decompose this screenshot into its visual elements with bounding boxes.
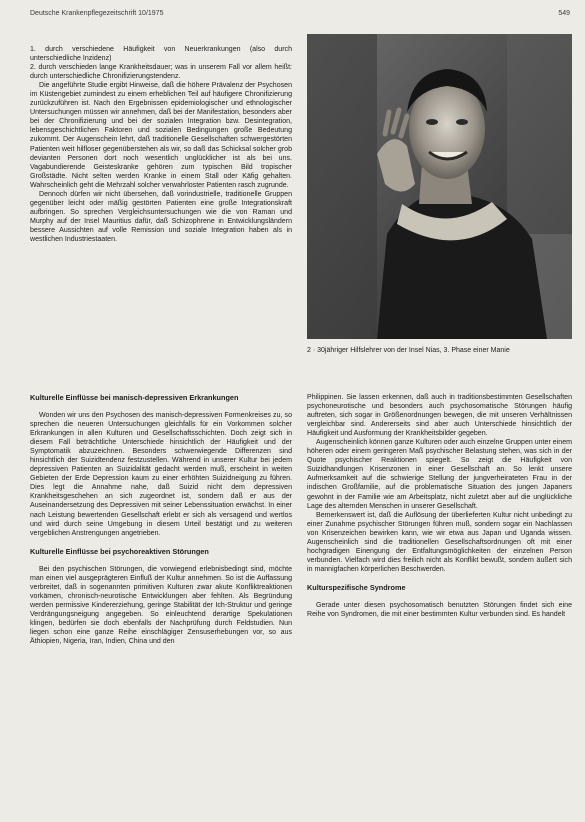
paragraph: Augenscheinlich können ganze Kulturen oder auch einzelne Gruppen unter einem höheren oder einem geringeren Maß psychischer Belastung stehen, was sich in der Quote psychischer Reaktionen spiegelt. So zeigt die Häufigkeit von Suizidhandlungen Krisenzonen in einer Gesellschaft an. So lenkt unsere Aufmerksamkeit auf die schwierige Stellung der jungverheirateten Frau in der indischen Großfamilie, auf die problematische Situation des jungen Japaners gewohnt in der Familie wie am Arbeitsplatz, nicht zuletzt aber auf die unglückliche Lage des alternden Menschen in unserer Gesellschaft. (307, 439, 572, 510)
section-heading: Kulturelle Einflüsse bei manisch-depressiven Erkrankungen (30, 393, 239, 402)
right-column (307, 393, 572, 619)
paragraph: Wonden wir uns den Psychosen des manisch-depressiven Formenkreises zu, so sprechen die neueren Untersuchungen gleichfalls für ein Vorkommen solcher Erkrankungen in allen Kulturen und Gesellschaftsschichten. Doch zeigt sich in diesem Fall beträchtliche Unterschiede hinsichtlich der Häufigkeit und der Symptomatik abzuzeichnen. Besonders schwerwiegende Differenzen sind hinsichtlich der Suizidtendenz festzustellen. Während in unserer Kultur bei jedem depressiven Patienten an Suizidalität gedacht werden muß, erscheint in weiten Gebieten der Erde Depression kaum zu einer erhöhten Suizidneigung zu führen. Dies legt die Annahme nahe, daß Suizid nicht dem depressiven Krankheitsgeschehen an sich zugeordnet ist, sondern daß er aus der Auseinandersetzung des Depressiven mit seiner Lebenssituation erwächst. In einer nach Leistung bewertenden Gesellschaft erlebt er sich als versagend und wertlos und wird durch seine Umgebung in diesem Urteil bestätigt und zu weiteren vergeblichen Anstrengungen angetrieben. (30, 412, 292, 537)
journal-title: Deutsche Krankenpflegezeitschrift 10/1975 (30, 10, 164, 17)
paragraph: Dennoch dürfen wir nicht übersehen, daß vorindustrielle, traditionelle Gruppen gegenüber leicht oder mäßig gestörten Patienten eine große Integrationskraft aufbringen. So sprechen Vergleichsuntersuchungen wie die von Raman und Murphy auf der Insel Mauritius dafür, daß Schizophrene in Entwicklungsländern bessere Aussichten auf volle Remission und soziale Integration haben als in westlichen Industriestaaten. (30, 190, 292, 243)
paragraph: Die angeführte Studie ergibt Hinweise, daß die höhere Prävalenz der Psychosen im Küstengebiet zumindest zu einem erheblichen Teil auf häufigere Chronifizierung zurückzuführen ist. Nach den Ergebnissen epidemiologischer und ethnologischer Untersuchungen müssen wir annehmen, daß bei der Manifestation, besonders aber bei der Chronifizierung und bei der sozialen Integration bzw. Desintegration, lebensgeschichtlichen Faktoren und sozialen Bedingungen große Bedeutung zukommt. Der Augenschein lehrt, daß traditionelle Gesellschaften schwergestörten Patienten weit hilfloser gegenüberstehen als wir, so daß das Schicksal solcher grob devianten Personen dort noch wesentlich unglücklicher ist als bei uns. Vagabundierende Geisteskranke gehören zum typischen Bild tropischer Großstädte. Nicht selten werden Kranke in einem Stall oder Käfig gehalten. Wahrscheinlich geht die Mehrzahl solcher verwahrloster Patienten rasch zugrunde. (30, 82, 292, 189)
paragraph: Bemerkenswert ist, daß die Auflösung der überlieferten Kultur nicht unbedingt zu einer Zunahme psychischer Störungen führen muß, sondern sogar ein Nachlassen von Krisenzeichen bewirken kann, wie wir etwa aus Japan und Uganda wissen. Augenscheinlich sind die traditionellen Gesellschaftsordnungen oft mit einer hochgradigen Einengung der Entfaltungsmöglichkeiten der einzelnen Person verbunden. Vielfach wird dies freilich nicht als Konflikt bewußt, sondern äußert sich in mannigfachen körperlichen Beschwerden. (307, 511, 572, 573)
figure-photograph (307, 34, 572, 339)
list-item-2: 2. durch verschieden lange Krankheitsdauer; was in unserem Fall vor allem heißt: durch unterschiedliche Chronifizierungstendenz. (30, 64, 292, 81)
left-column (30, 393, 292, 646)
photograph-image (307, 34, 572, 339)
list-item-1: 1. durch verschiedene Häufigkeit von Neuerkrankungen (also durch unterschiedliche Inzidenz) (30, 46, 292, 63)
section-heading: Kulturelle Einflüsse bei psychoreaktiven Störungen (30, 546, 209, 556)
section-heading: Kulturspezifische Syndrome (307, 582, 406, 592)
figure-caption: 2 · 30jähriger Hilfslehrer von der Insel Nias, 3. Phase einer Manie (307, 347, 510, 354)
top-left-text (30, 45, 292, 244)
paragraph: Bei den psychischen Störungen, die vorwiegend erlebnisbedingt sind, möchte man einen viel ausgeprägteren Einfluß der Kultur annehmen. So ist die Auffassung verbreitet, daß in sogenannten primitiven Kulturen zwar akute Konfliktreaktionen vorkämen, chronisch-neurotische Entwicklungen aber fehlten. Als Begründung werden permissive Kindererziehung, geringe Stabilität der Ich-Struktur und geringe Verdrängungsneigung angegeben. So einleuchtend derartige Spekulationen klingen, bedürfen sie doch ebenfalls der Nachprüfung durch Feldstudien. Nun liegen schon eine ganze Reihe einschlägiger Zensuserhebungen vor, so aus Äthiopien, Nigeria, Iran, Indien, China und den (30, 565, 292, 646)
paragraph: Gerade unter diesen psychosomatisch benutzten Störungen findet sich eine Reihe von Syndromen, die mit einer bestimmten Kultur verbunden sind. Es handelt (307, 601, 572, 618)
paragraph: Philippinen. Sie lassen erkennen, daß auch in traditionsbestimmten Gesellschaften psychoneurotische und besonders auch psychosomatische Störungen häufig auftreten, sich sogar in Größenordnungen bewegen, die mit unseren Verhältnissen vergleichbar sind. Andererseits sind aber auch Unterschiede hinsichtlich der Häufigkeit und Ausformung der Krankheitsbilder gegeben. (307, 394, 572, 438)
running-header (30, 10, 570, 22)
page-number: 549 (558, 10, 570, 17)
